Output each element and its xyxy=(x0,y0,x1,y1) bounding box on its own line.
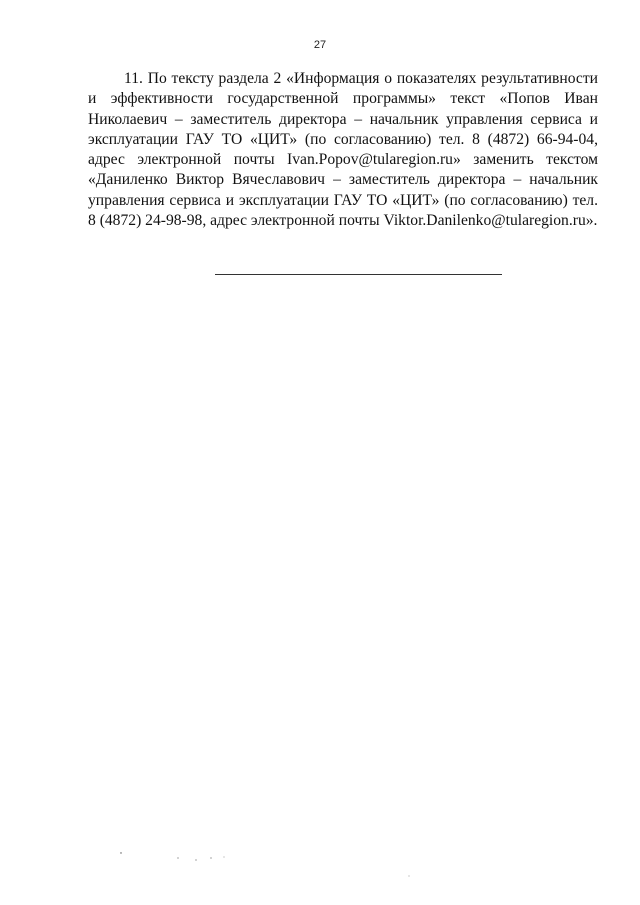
page-number: 27 xyxy=(313,39,327,51)
amendment-paragraph: 11. По тексту раздела 2 «Информация о показателях результативности и эффективности государственной программы» текст «Попов Иван Николаевич – заместитель директора – начальник управления сервиса и эксплуатации ГАУ ТО «ЦИТ» (по согласованию) тел. 8 (4872) 66-94-04, адрес электронной почты Ivan.Popov@tularegion.ru» заменить текстом «Даниленко Виктор Вячеславович – заместитель директора – начальник управления сервиса и эксплуатации ГАУ ТО «ЦИТ» (по согласованию) тел. 8 (4872) 24-98-98, адрес электронной почты Viktor.Danilenko@tularegion.ru». xyxy=(88,70,598,230)
closing-divider-line xyxy=(215,274,502,275)
